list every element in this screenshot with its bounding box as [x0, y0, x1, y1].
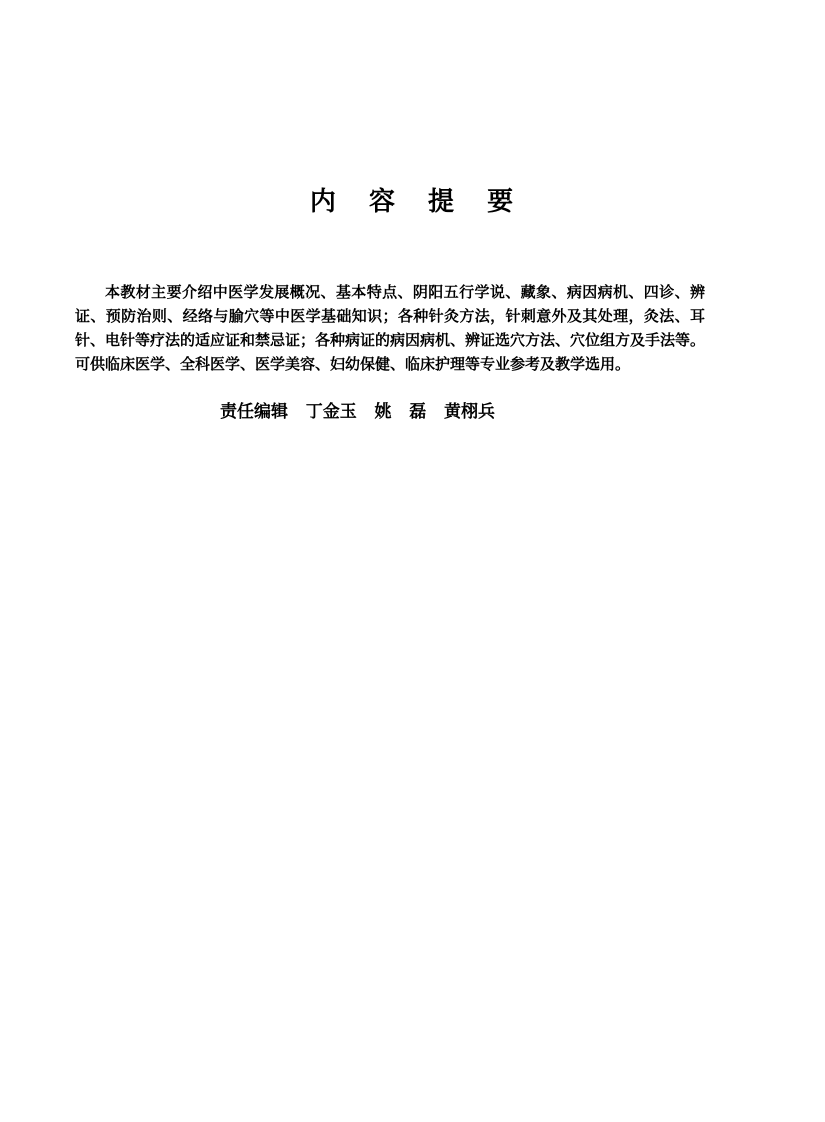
summary-paragraph: 本教材主要介绍中医学发展概况、基本特点、阴阳五行学说、藏象、病因病机、四诊、辨证、预防治则、经络与腧穴等中医学基础知识；各种针灸方法，针刺意外及其处理，灸法、耳针、电针等疗法的适应证和禁忌证；各种病证的病因病机、辨证选穴方法、穴位组方及手法等。可供临床医学、全科医学、医学美容、妇幼保健、临床护理等专业参考及教学选用。: [75, 283, 706, 373]
page-title: 内 容 提 要: [309, 187, 526, 217]
responsible-editors: 责任编辑 丁金玉 姚 磊 黄栩兵: [220, 402, 496, 422]
